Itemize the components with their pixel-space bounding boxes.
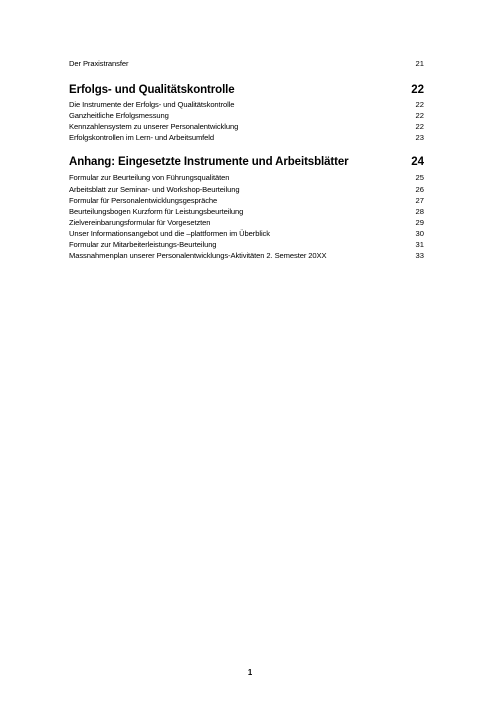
- toc-entry-title: Formular zur Beurteilung von Führungsqualitäten: [69, 173, 230, 183]
- toc-entry-title: Erfolgskontrollen im Lern- und Arbeitsumfeld: [69, 133, 215, 143]
- toc-entry[interactable]: [69, 184, 424, 195]
- toc-entry-title: Formular zur Mitarbeiterleistungs-Beurteilung: [69, 240, 217, 250]
- toc-entry[interactable]: [69, 132, 424, 143]
- toc-intro-group: [69, 58, 424, 69]
- toc-section-title: Erfolgs- und Qualitätskontrolle: [69, 84, 235, 97]
- toc-entry-title: Zielvereinbarungsformular für Vorgesetzten: [69, 217, 211, 227]
- page-number: 1: [247, 668, 253, 677]
- toc-entry-title: Der Praxistransfer: [69, 59, 129, 68]
- toc-entry-title: Kennzahlensystem zu unserer Personalentwicklung: [69, 122, 239, 132]
- toc-section-items: [69, 99, 424, 143]
- toc-entry[interactable]: [69, 58, 424, 69]
- toc-entry[interactable]: [69, 206, 424, 217]
- toc-section-items: [69, 172, 424, 261]
- toc-entry[interactable]: [69, 121, 424, 132]
- toc-entry-page: 31: [415, 240, 424, 250]
- toc-entry-page: 27: [415, 195, 424, 205]
- toc-entry-page: 25: [415, 173, 424, 183]
- toc-entry-page: 21: [415, 59, 424, 68]
- toc-entry[interactable]: [69, 172, 424, 183]
- toc-entry[interactable]: [69, 195, 424, 206]
- toc-section-heading[interactable]: [69, 155, 424, 169]
- toc-entry[interactable]: [69, 250, 424, 261]
- toc-section-page: 22: [411, 84, 424, 97]
- toc-entry-title: Arbeitsblatt zur Seminar- und Workshop-Beurteilung: [69, 184, 240, 194]
- toc-entry-page: 28: [415, 206, 424, 216]
- toc-section-title: Anhang: Eingesetzte Instrumente und Arbeitsblätter: [69, 156, 349, 169]
- toc-entry-page: 22: [415, 122, 424, 132]
- toc-entry[interactable]: [69, 217, 424, 228]
- toc-entry-title: Ganzheitliche Erfolgsmessung: [69, 111, 169, 121]
- toc-entry[interactable]: [69, 228, 424, 239]
- toc-entry[interactable]: [69, 239, 424, 250]
- toc-entry-page: 22: [415, 111, 424, 121]
- toc-entry-page: 26: [415, 184, 424, 194]
- toc-entry[interactable]: [69, 110, 424, 121]
- toc-entry-title: Unser Informationsangebot und die –plattformen im Überblick: [69, 228, 270, 238]
- table-of-contents: [69, 58, 424, 261]
- toc-entry-page: 29: [415, 217, 424, 227]
- toc-entry-title: Formular für Personalentwicklungsgespräche: [69, 195, 218, 205]
- toc-entry-page: 30: [415, 228, 424, 238]
- toc-entry-title: Die Instrumente der Erfolgs- und Qualitätskontrolle: [69, 100, 235, 110]
- toc-section-heading[interactable]: [69, 83, 424, 97]
- toc-entry-title: Beurteilungsbogen Kurzform für Leistungsbeurteilung: [69, 206, 244, 216]
- toc-entry-page: 33: [415, 251, 424, 261]
- toc-entry-title: Massnahmenplan unserer Personalentwicklungs-Aktivitäten 2. Semester 20XX: [69, 251, 327, 261]
- toc-section-page: 24: [411, 156, 424, 169]
- toc-entry-page: 22: [415, 100, 424, 110]
- toc-entry-page: 23: [415, 133, 424, 143]
- toc-entry[interactable]: [69, 99, 424, 110]
